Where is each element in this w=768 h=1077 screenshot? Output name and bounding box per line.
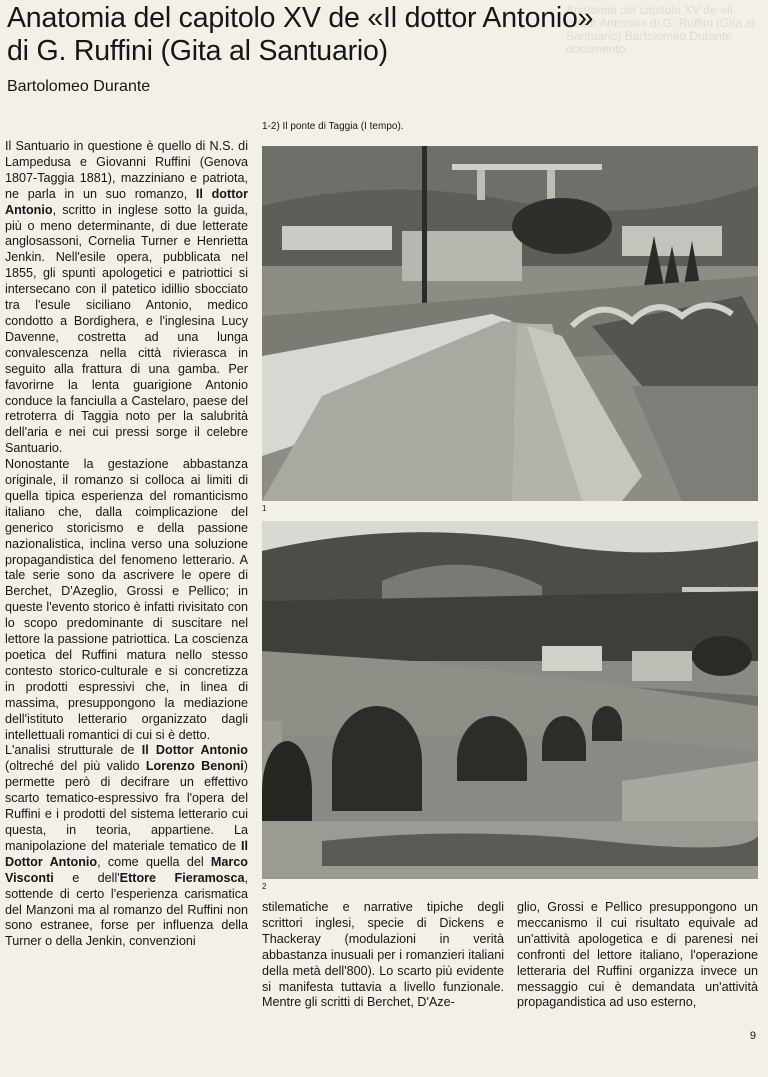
book-title: Marco Visconti	[5, 854, 248, 885]
photo-caption: 1-2) Il ponte di Taggia (I tempo).	[262, 121, 404, 132]
book-title: Ettore Fieramosca	[119, 870, 245, 885]
show-through-text: Anatomia del capitolo XV de «Il dottor Antonio» di G. Ruffini (Gita al Santuario) Bartolomeo Durante documento	[566, 4, 755, 56]
body-column-1	[5, 139, 248, 950]
text-run: (oltreché del più valido	[5, 759, 146, 774]
body-column-2	[262, 900, 504, 1011]
book-title: Il Dottor Antonio	[141, 743, 248, 758]
text-run: Il Santuario in questione è quello di N.S. di Lampedusa e Giovanni Ruffini (Genova 1807-Taggia 1881), mazziniano e patriota, ne parla in un suo romanzo,	[5, 139, 248, 201]
text-run: L'analisi strutturale de	[5, 743, 142, 758]
title-line-1: Anatomia del capitolo XV de «Il dottor Antonio»	[7, 2, 594, 34]
arched-bridge-image	[262, 521, 758, 879]
plate-number-1: 1	[262, 504, 267, 513]
photo-bridge-road	[262, 146, 758, 501]
photo-arched-bridge	[262, 521, 758, 879]
text-run: Nonostante la gestazione abbastanza originale, il romanzo si colloca ai limiti di quella tipica esperienza del romanticismo italiano che, dalla coimplicazione del generico storicismo e della passione nazionalistica, inclina verso una soluzione propagandistica del fenomeno letterario. A tale serie sono da ascrivere le opere di Berchet, D'Azeglio, Grossi e Pellico; in queste l'evento storico è infatti rivisitato con lo scopo predominante di suscitare nel lettore la passione patriottica. La coscienza poetica del Ruffini matura nello stesso contesto storico-culturale e si concretizza in prodotti espressivi che, in linea di massima, presuppongono la mediazione dell'istituto letterario organizzato dagli intellettuali romantici di cui si è detto.	[5, 457, 248, 742]
paragraph-2	[5, 457, 248, 743]
book-title: Lorenzo Benoni	[145, 759, 244, 774]
text-run: ) permette però di decifrare un effettivo scarto tematico-espressivo fra l'opera del Ruffini e i prodotti del sistema letterario cui questa, in teoria, appartiene. La manipolazione del materiale tematico de	[5, 759, 248, 853]
plate-number-2: 2	[262, 882, 267, 891]
paragraph-1	[5, 139, 248, 457]
bridge-road-image	[262, 146, 758, 501]
book-title: Il Dottor Antonio	[5, 838, 248, 869]
paragraph-col2: stilematiche e narrative tipiche degli scrittori inglesi, specie di Dickens e Thackeray (modulazioni in verità abbastanza inusuali per i romanzieri italiani della metà dell'800). Lo scarto più evidente si manifesta tuttavia a livello funzionale. Mentre gli scritti di Berchet, D'Aze-	[262, 900, 504, 1010]
title-line-2: di G. Ruffini (Gita al Santuario)	[7, 35, 388, 67]
text-run: , scritto in inglese sotto la guida, più o meno determinante, di due letterate anglosassoni, Cornelia Turner e Henrietta Jenkin. Nell'esile opera, pubblicata nel 1855, gli spunti apologetici e patriottici si intersecano con il patetico idillio sbocciato tra l'esule siciliano Antonio, medico condotto a Bordighera, e l'inglesina Lucy Davenne, costretta ad una lunga convalescenza nella città rivierasca in seguito alla frattura di una gamba. Per favorirne la lenta guarigione Antonio conduce la fanciulla a Castelaro, paese del retroterra di Taggia noto per la salubrità dell'aria e nei cui pressi sorge il celebre Santuario.	[5, 202, 248, 456]
text-run: e dell'	[53, 870, 120, 885]
author-name: Bartolomeo Durante	[7, 78, 151, 95]
page-number: 9	[749, 1030, 756, 1042]
article-title	[7, 2, 727, 68]
text-run: , sottende di certo l'esperienza carismatica del Manzoni ma al romanzo del Ruffini non sono estranee, forse per influenza della Turner o della Jenkin, convenzioni	[5, 870, 249, 949]
paragraph-col3: glio, Grossi e Pellico presuppongono un meccanismo il cui risultato equivale ad un'attività apologetica e di parenesi nei confronti del lettore italiano, l'operazione letteraria del Ruffini organizza invece un messaggio cui è demandata un'attività propagandistica ad uso esterno,	[517, 900, 758, 1010]
paragraph-3	[5, 743, 248, 950]
body-column-3	[517, 900, 758, 1011]
book-title: Il dottor Antonio	[5, 186, 248, 217]
text-run: , come quella del	[97, 854, 211, 869]
